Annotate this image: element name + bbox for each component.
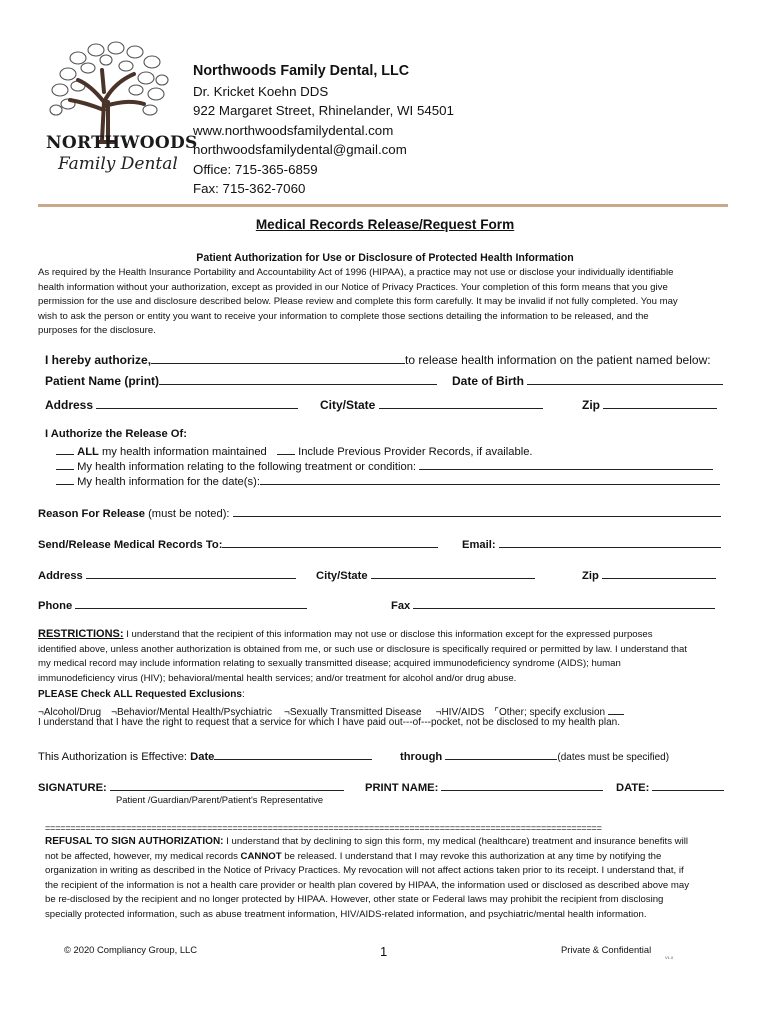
refusal-line: be released. I understand that I may revoke this authorization at any time by notifying the	[281, 850, 662, 862]
email-label: Email:	[462, 539, 496, 551]
patient-city-field[interactable]	[379, 397, 543, 409]
effective-end-field[interactable]	[445, 748, 557, 760]
fax-label: Fax	[391, 600, 411, 612]
release-option-all	[56, 443, 533, 458]
address2-label: Address	[38, 570, 83, 582]
zip-label: Zip	[582, 398, 600, 412]
treatment-condition-field[interactable]	[419, 458, 713, 470]
address-label: Address	[45, 398, 94, 412]
intro-line: purposes for the disclosure.	[38, 325, 156, 337]
patient-name-row	[45, 373, 437, 388]
effective-row	[38, 748, 372, 763]
intro-line: health information without your authorization, except as provided in our Notice of Privacy Practices. Your completion of this form means that you give	[38, 281, 668, 293]
refusal-line: not be affected, however, my medical records	[45, 850, 241, 862]
zip2-label: Zip	[582, 570, 599, 582]
logo-subtitle: Family Dental	[58, 154, 178, 174]
dob-label: Date of Birth	[452, 374, 524, 388]
effective-label: This Authorization is Effective:	[38, 751, 188, 763]
checkbox-icon[interactable]: ¬	[38, 707, 44, 718]
header-divider	[38, 204, 728, 207]
recipient-fax-field[interactable]	[413, 597, 715, 609]
restrictions-line: immunodeficiency virus (HIV); behavioral/mental health services; and/or treatment for alcohol and/or drug abuse.	[38, 672, 517, 684]
exclusions-colon: :	[241, 689, 245, 700]
print-name-row	[365, 779, 603, 794]
release-all-bold: ALL	[77, 446, 99, 458]
release-dates-text: My health information for the date(s):	[77, 476, 260, 488]
effective-date-label: Date	[190, 751, 215, 763]
intro-paragraph	[38, 266, 738, 339]
authorize-row	[45, 352, 711, 367]
reason-row	[38, 505, 721, 520]
through-row	[400, 748, 669, 763]
practice-email[interactable]: northwoodsfamilydental@gmail.com	[193, 142, 407, 157]
dob-row	[452, 373, 723, 388]
practice-info	[193, 62, 454, 199]
signature-field[interactable]	[110, 779, 344, 791]
release-heading: I Authorize the Release Of:	[45, 428, 187, 440]
refusal-label: REFUSAL TO SIGN AUTHORIZATION:	[45, 836, 224, 847]
patient-name-field[interactable]	[159, 373, 437, 385]
intro-line: As required by the Health Insurance Portability and Accountability Act of 1996 (HIPAA), a practice may not use or disclose your individually identifiable	[38, 267, 674, 278]
tree-icon	[38, 40, 178, 145]
signature-subtitle: Patient /Guardian/Parent/Patient's Representative	[116, 794, 324, 805]
reason-label: Reason For Release	[38, 508, 145, 520]
logo-wordmark: NORTHWOODS	[46, 133, 198, 153]
recipient-email-field[interactable]	[499, 536, 721, 548]
refusal-paragraph	[45, 835, 735, 923]
effective-start-field[interactable]	[214, 748, 372, 760]
office-phone: Office: 715-365-6859	[193, 161, 318, 177]
exclusions-note: I understand that I have the right to request that a service for which I have paid out---of--‐pocket, not be disclosed to my health plan.	[38, 717, 620, 728]
footer-copyright: © 2020 Compliancy Group, LLC	[64, 944, 198, 955]
exclusions-options	[38, 703, 624, 718]
through-label: through	[400, 751, 443, 763]
release-dates-checkline[interactable]	[56, 473, 74, 485]
reason-note: (must be noted):	[148, 508, 230, 520]
patient-address-row	[45, 397, 298, 412]
release-previous-checkline[interactable]	[277, 443, 295, 455]
footer-confidential: Private & Confidential	[561, 944, 652, 955]
practice-website[interactable]: www.northwoodsfamilydental.com	[193, 122, 394, 138]
page-number: 1	[380, 944, 388, 959]
refusal-line: I understand that by declining to sign this form, my medical (healthcare) treatment and insurance benefits will	[223, 836, 688, 847]
release-option-dates	[56, 473, 720, 488]
reason-field[interactable]	[233, 505, 721, 517]
restrictions-line: my medical record may include information relating to sexually transmitted disease; acquired immunodeficiency syndrome (AIDS); human	[38, 658, 621, 670]
restrictions-line: I understand that the recipient of this information may not use or disclose this information except for the expressed purposes	[123, 629, 653, 640]
restrictions-label: RESTRICTIONS:	[38, 628, 124, 640]
restrictions-line: identified above, unless another authorization is obtained from me, or such use or disclosure is specifically required or permitted by law. I understand that	[38, 643, 687, 655]
send-to-row	[38, 536, 438, 551]
checkbox-icon[interactable]: ⌜	[494, 707, 499, 718]
release-previous-text: Include Previous Provider Records, if available.	[298, 446, 533, 458]
refusal-line: specially protected information, such as abuse treatment information, HIV/AIDS-related information, and psychiatric/mental health information.	[45, 908, 647, 920]
practice-logo	[38, 40, 198, 190]
print-name-field[interactable]	[441, 779, 603, 791]
form-subtitle: Patient Authorization for Use or Disclosure of Protected Health Information	[196, 252, 574, 264]
section-separator: ==============================================================================================================	[45, 823, 602, 833]
refusal-line: organization in writing as described in the Notice of Privacy Practices. My revocation will not affect actions taken prior to its receipt. I understand that, if	[45, 865, 684, 877]
authorize-label: I hereby authorize,	[45, 353, 152, 367]
exclusions-heading	[38, 689, 245, 700]
doctor-name: Dr. Kricket Koehn DDS	[193, 83, 329, 99]
recipient-zip-field[interactable]	[602, 567, 716, 579]
patient-name-label: Patient Name (print)	[45, 374, 160, 388]
patient-zip-row	[582, 397, 717, 412]
city-state-label: City/State	[320, 398, 376, 412]
refusal-line: the recipient of the information is not a health care provider or health plan covered by HIPAA, the information used or disclosed as described above may	[45, 879, 690, 891]
release-all-checkline[interactable]	[56, 443, 74, 455]
print-name-label: PRINT NAME:	[365, 782, 439, 794]
signature-date-row	[616, 779, 724, 794]
signature-date-field[interactable]	[652, 779, 724, 791]
city-state2-label: City/State	[316, 570, 368, 582]
dates-note: (dates must be specified)	[557, 752, 670, 763]
exclusion-label: Behavior/Mental Health/Psychiatric	[116, 707, 273, 718]
checkbox-icon[interactable]: ¬	[111, 707, 117, 718]
other-exclusion-field[interactable]	[608, 703, 624, 715]
patient-address-field[interactable]	[96, 397, 298, 409]
release-dates-field[interactable]	[260, 473, 720, 485]
exclusion-label: HIV/AIDS	[441, 707, 485, 718]
authorized-party-field[interactable]	[151, 352, 405, 364]
recipient-city-field[interactable]	[371, 567, 535, 579]
exclusion-label: Sexually Transmitted Disease	[289, 707, 422, 718]
signature-row	[38, 779, 344, 794]
practice-address: 922 Margaret Street, Rhinelander, WI 54501	[193, 103, 454, 118]
authorize-suffix: to release health information on the patient named below:	[405, 353, 711, 367]
exclusion-label: Alcohol/Drug	[43, 707, 102, 718]
intro-line: wish to ask the person or entity you want to receive your information to complete those sections detailing the information to be released, and the	[38, 310, 649, 322]
recipient-phone-field[interactable]	[75, 597, 307, 609]
footer-version: V1.0	[665, 955, 674, 960]
recipient-phone-row	[38, 597, 307, 612]
send-to-label: Send/Release Medical Records To:	[38, 539, 223, 551]
recipient-fax-row	[391, 597, 715, 612]
release-option-treatment	[56, 458, 713, 473]
recipient-address-field[interactable]	[86, 567, 296, 579]
recipient-city-row	[316, 567, 535, 582]
dob-field[interactable]	[527, 373, 723, 385]
signature-label: SIGNATURE:	[38, 782, 107, 794]
recipient-zip-row	[582, 567, 716, 582]
intro-line: permission for the use and disclosure described below. Please review and complete this form carefully. It may be invalid if not fully completed. You may	[38, 296, 678, 308]
practice-name: Northwoods Family Dental, LLC	[193, 63, 410, 79]
send-to-field[interactable]	[222, 536, 438, 548]
phone-label: Phone	[38, 600, 73, 612]
fax-number: Fax: 715-362-7060	[193, 181, 306, 196]
refusal-cannot: CANNOT	[240, 850, 282, 862]
checkbox-icon[interactable]: ¬	[435, 707, 442, 718]
release-treatment-checkline[interactable]	[56, 458, 74, 470]
date2-label: DATE:	[616, 782, 650, 794]
recipient-address-row	[38, 567, 296, 582]
refusal-line: be re-disclosed by the recipient and no longer protected by HIPAA. However, other state or Federal laws may prohibit the recipient from disclosing	[45, 894, 664, 906]
exclusions-label: PLEASE Check ALL Requested Exclusions	[38, 689, 242, 700]
restrictions-paragraph	[38, 627, 738, 686]
recipient-email-row	[462, 536, 721, 551]
patient-zip-field[interactable]	[603, 397, 717, 409]
form-title: Medical Records Release/Request Form	[255, 217, 515, 232]
release-treatment-text: My health information relating to the following treatment or condition:	[77, 461, 417, 473]
exclusion-label: Other; specify exclusion	[498, 707, 606, 718]
patient-city-row	[320, 397, 543, 412]
release-all-text: my health information maintained	[98, 446, 267, 458]
checkbox-icon[interactable]: ¬	[284, 707, 290, 718]
